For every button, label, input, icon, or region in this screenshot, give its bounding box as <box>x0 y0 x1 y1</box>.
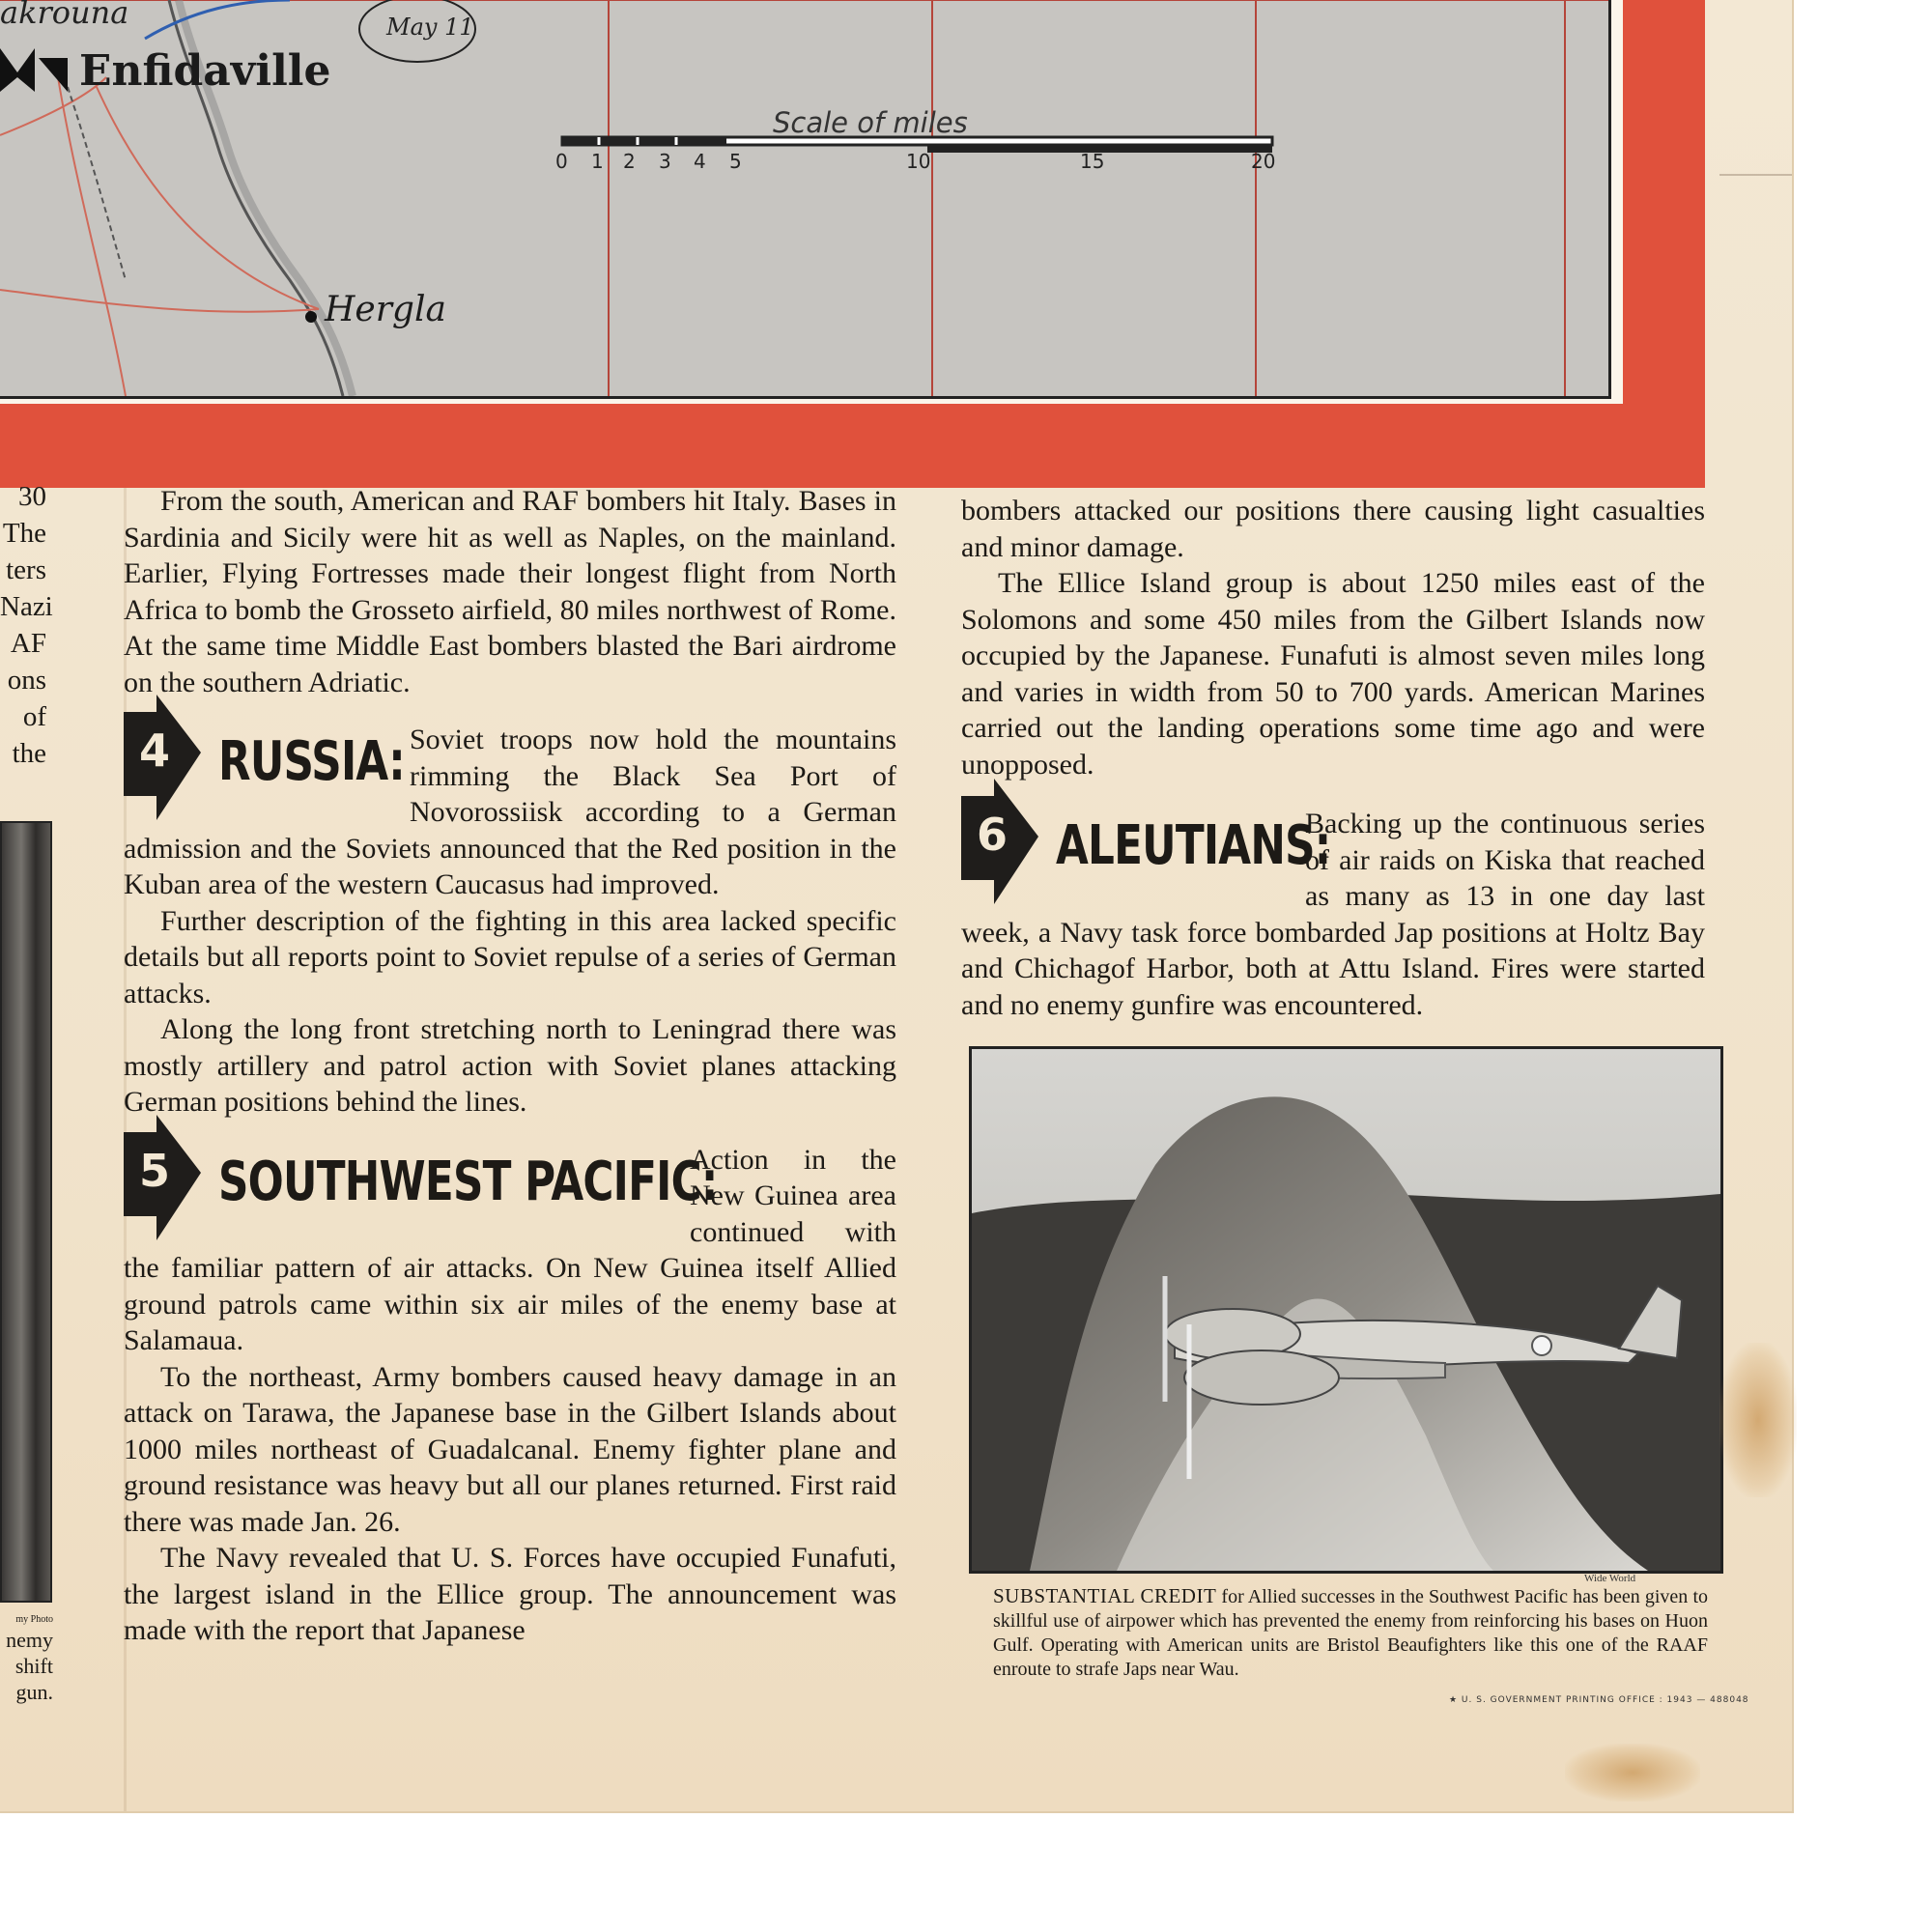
paper-stain <box>1719 1343 1797 1497</box>
fragment-line: AF <box>10 628 46 659</box>
arrow-marker-icon <box>961 779 1038 904</box>
scale-tick: 3 <box>659 150 671 173</box>
cropped-photo <box>0 821 52 1603</box>
aircraft-photo-illustration <box>972 1049 1720 1571</box>
intro-paragraph: From the south, American and RAF bombers hit Italy. Bases in Sardinia and Sicily were hit as well as Naples, on the mainland. Earlier, Flying Fortresses made their longest flight from North Africa to bomb the Grosseto airfield, 80 miles northwest of Rome. At the same time Middle East bombers blasted the Bari airdrome on the southern Adriatic. <box>124 485 896 698</box>
section-aleutians <box>961 806 1705 1023</box>
section-title: SOUTHWEST PACIFIC: <box>218 1150 718 1213</box>
scale-tick: 10 <box>906 150 931 173</box>
arrow-marker-icon <box>124 695 201 820</box>
continuation-paragraph: The Ellice Island group is about 1250 miles east of the Solomons and some 450 miles from the Gilbert Islands now occupied by the Japanese. Funafuti is almost seven miles long and varies in width from 50 to 700 yards. American Marines carried out the landing operations some time ago and were unopposed. <box>961 567 1705 781</box>
fragment-line: the <box>12 738 46 769</box>
section-paragraph: Soviet troops now hold the mountains rimming the Black Sea Port of Novorossiisk according to a German admission and the Soviets announced that the Red position in the Kuban area of the western Caucasus had improved. <box>124 724 896 900</box>
cropped-photo-caption <box>0 1613 53 1705</box>
continuation-paragraph: bombers attacked our positions there causing light casualties and minor damage. <box>961 495 1705 563</box>
section-southwest-pacific <box>124 1142 896 1649</box>
caption-fragment-line: shift <box>14 1654 53 1678</box>
fragment-line: Nazi <box>0 591 53 622</box>
middle-column <box>124 483 896 1649</box>
section-paragraph: Along the long front stretching north to Leningrad there was mostly artillery and patrol action with Soviet planes attacking German positions behind the lines. <box>124 1013 896 1118</box>
printing-office-mark: ★ U. S. GOVERNMENT PRINTING OFFICE : 1943 — 488048 <box>1449 1695 1749 1705</box>
paper-crease <box>1719 174 1792 176</box>
scale-tick: 5 <box>729 150 742 173</box>
scale-title: Scale of miles <box>773 106 968 139</box>
map-frame <box>0 0 1623 404</box>
section-paragraph: The Navy revealed that U. S. Forces have occupied Funafuti, the largest island in the Ellice group. The announcement was made with the report that Japanese <box>124 1542 896 1646</box>
beaufighter-photo <box>969 1046 1723 1574</box>
section-paragraph: Backing up the continuous series of air raids on Kiska that reached as many as 13 in one day last week, a Navy task force bombarded Jap positions at Holtz Bay and Chichagof Harbor, both at Attu Island. Fires were started and no enemy gunfire was encountered. <box>961 808 1705 1021</box>
scale-tick: 2 <box>623 150 636 173</box>
section-number: 6 <box>976 809 1008 861</box>
fragment-line: 30 <box>18 481 46 512</box>
scale-tick: 20 <box>1251 150 1276 173</box>
arrow-marker-icon <box>124 1115 201 1240</box>
caption-fragment-line: nemy <box>6 1628 53 1652</box>
photo-credit-fragment: my Photo <box>15 1614 53 1625</box>
paper-stain <box>1565 1744 1700 1802</box>
fragment-line: ters <box>6 554 46 585</box>
section-header <box>961 806 1331 887</box>
scale-tick: 1 <box>591 150 604 173</box>
section-paragraph: To the northeast, Army bombers caused heavy damage in an attack on Tarawa, the Japanese base in the Gilbert Islands about 1000 miles northeast of Guadalcanal. Enemy fighter plane and ground resistance was heavy but all our planes returned. First raid there was made Jan. 26. <box>124 1360 896 1538</box>
photo-credit: Wide World <box>1584 1573 1636 1584</box>
section-title: ALEUTIANS: <box>1056 814 1331 878</box>
photo-caption <box>993 1584 1708 1682</box>
map-label-hergla: Hergla <box>325 290 446 329</box>
caption-fragment-line: gun. <box>15 1680 53 1704</box>
map-handwritten-date: May 11 <box>386 14 474 41</box>
caption-body: for Allied successes in the Southwest Pacific has been given to skillful use of airpower which has prevented the enemy from reinforcing his bases on Huon Gulf. Operating with American units are Bristol Beaufighters like this one of the RAAF enroute to strafe Japs near Wau. <box>993 1586 1709 1680</box>
map-label-takrouna: akrouna <box>0 0 129 31</box>
fragment-line: The <box>2 518 46 549</box>
section-number: 5 <box>138 1144 170 1197</box>
left-column-fragment <box>0 478 53 772</box>
fragment-line: ons <box>7 665 46 696</box>
fragment-line: of <box>22 701 46 732</box>
map <box>0 0 1611 399</box>
section-title: RUSSIA: <box>218 730 405 794</box>
scale-tick: 15 <box>1080 150 1105 173</box>
section-header <box>124 722 405 803</box>
scale-tick: 0 <box>555 150 568 173</box>
scale-tick: 4 <box>694 150 706 173</box>
section-paragraph: Further description of the fighting in this area lacked specific details but all reports point to Soviet repulse of a series of German attacks. <box>124 904 896 1009</box>
section-paragraph: Action in the New Guinea area continued with the familiar pattern of air attacks. On New Guinea itself Allied ground patrols came within six air miles of the enemy base at Salamaua. <box>124 1143 896 1356</box>
map-label-enfidaville: Enfidaville <box>79 46 331 96</box>
section-russia <box>124 722 896 1121</box>
section-number: 4 <box>138 724 170 777</box>
caption-lead: SUBSTANTIAL CREDIT <box>993 1584 1217 1607</box>
right-column <box>961 493 1705 1023</box>
section-header <box>124 1142 718 1223</box>
